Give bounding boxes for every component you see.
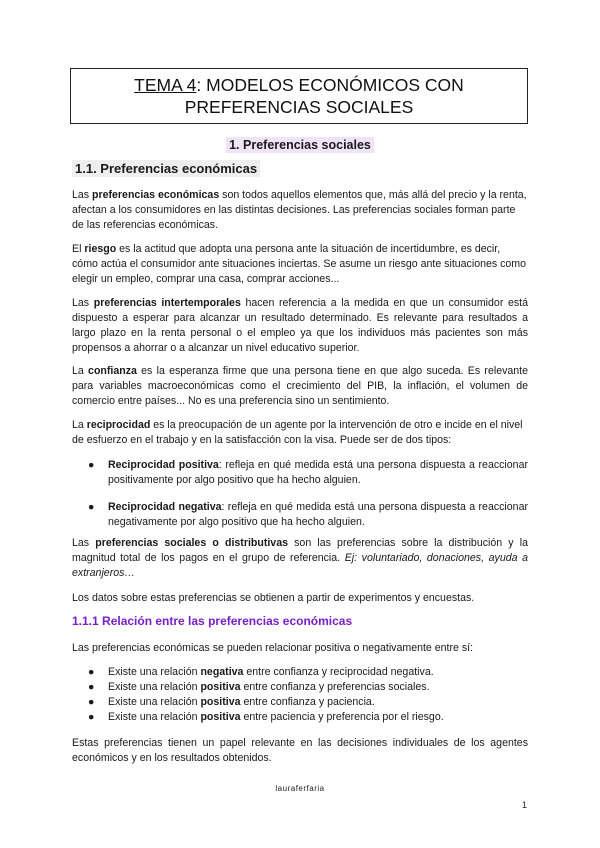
subsubsection-heading: 1.1.1 Relación entre las preferencias económicas <box>72 614 353 628</box>
paragraph-confianza: La confianza es la esperanza firme que una persona tiene en que algo suceda. Es relevante para variables macroeconómicas como el crecimiento del PIB, la inflación, el volumen de comercio entre países... No es una preferencia sino un sentimiento. <box>72 365 529 407</box>
bullet-icon: ● <box>88 666 95 678</box>
title-box <box>70 68 528 124</box>
list-item: ● Existe una relación positiva entre confianza y paciencia. <box>88 696 375 708</box>
list-item: ● Existe una relación positiva entre confianza y preferencias sociales. <box>88 681 430 693</box>
title-tema: TEMA 4 <box>134 75 197 95</box>
paragraph-datos: Los datos sobre estas preferencias se obtienen a partir de experimentos y encuestas. <box>72 592 475 604</box>
list-item: ● Existe una relación negativa entre confianza y reciprocidad negativa. <box>88 666 434 678</box>
subsection-heading: 1.1. Preferencias económicas <box>72 160 260 177</box>
paragraph-relacion: Las preferencias económicas se pueden relacionar positiva o negativamente entre sí: <box>72 642 474 654</box>
paragraph-conclusion: Estas preferencias tienen un papel relevante en las decisiones individuales de los agentes económicos y en los resultados obtenidos. <box>72 737 528 764</box>
paragraph-sociales: Las preferencias sociales o distributivas son las preferencias sobre la distribución y la magnitud total de los pagos en el grupo de referencia. Ej: voluntariado, donaciones, ayuda a extranjeros… <box>72 537 528 579</box>
paragraph-intertemporales: Las preferencias intertemporales hacen referencia a la medida en que un consumidor está dispuesto a esperar para alcanzar un resultado determinado. Es relevante para resultados a largo plazo en la renta personal o el empleo ya que los individuos más pacientes son más propensos a ahorrar o a alcanzar un nivel educativo superior. <box>72 297 529 354</box>
paragraph-reciprocidad: La reciprocidad es la preocupación de un agente por la intervención de otro e incide en el nivel de esfuerzo en el trabajo y en la satisfacción con la visa. Puede ser de dos tipos: <box>72 419 523 446</box>
footer-author: lauraferfaria <box>275 784 325 793</box>
bullet-icon: ● <box>88 711 95 723</box>
list-item: ● Existe una relación positiva entre paciencia y preferencia por el riesgo. <box>88 711 444 723</box>
relations-list <box>88 665 528 725</box>
bullet-icon: ● <box>88 696 95 708</box>
paragraph-preferencias-economicas: Las preferencias económicas son todos aquellos elementos que, más allá del precio y la renta, afectan a los consumidores en las distintas decisiones. Las preferencias sociales forman parte de las referencias económicas. <box>72 189 527 231</box>
bullet-icon: ● <box>88 501 95 513</box>
list-item: ● Reciprocidad negativa: refleja en qué medida está una persona dispuesta a reaccionar negativamente por algo positivo que ha hecho alguien. <box>88 501 528 528</box>
bullet-icon: ● <box>88 459 95 471</box>
page-number: 1 <box>522 800 528 810</box>
paragraph-riesgo: El riesgo es la actitud que adopta una persona ante la situación de incertidumbre, es decir, cómo actúa el consumidor ante situaciones inciertas. Se asume un riesgo ante situaciones como elegir un empleo, comprar una casa, comprar acciones... <box>72 243 527 285</box>
section-title <box>0 136 600 154</box>
section-title-text: 1. Preferencias sociales <box>226 137 374 153</box>
title-line-1 <box>71 74 527 96</box>
bullet-icon: ● <box>88 681 95 693</box>
reciprocidad-list <box>88 458 528 530</box>
title-line1-rest: : MODELOS ECONÓMICOS CON <box>196 75 464 95</box>
title-line-2: PREFERENCIAS SOCIALES <box>184 97 414 117</box>
list-item: ● Reciprocidad positiva: refleja en qué medida está una persona dispuesta a reaccionar positivamente por algo positivo que ha hecho alguien. <box>88 459 528 486</box>
